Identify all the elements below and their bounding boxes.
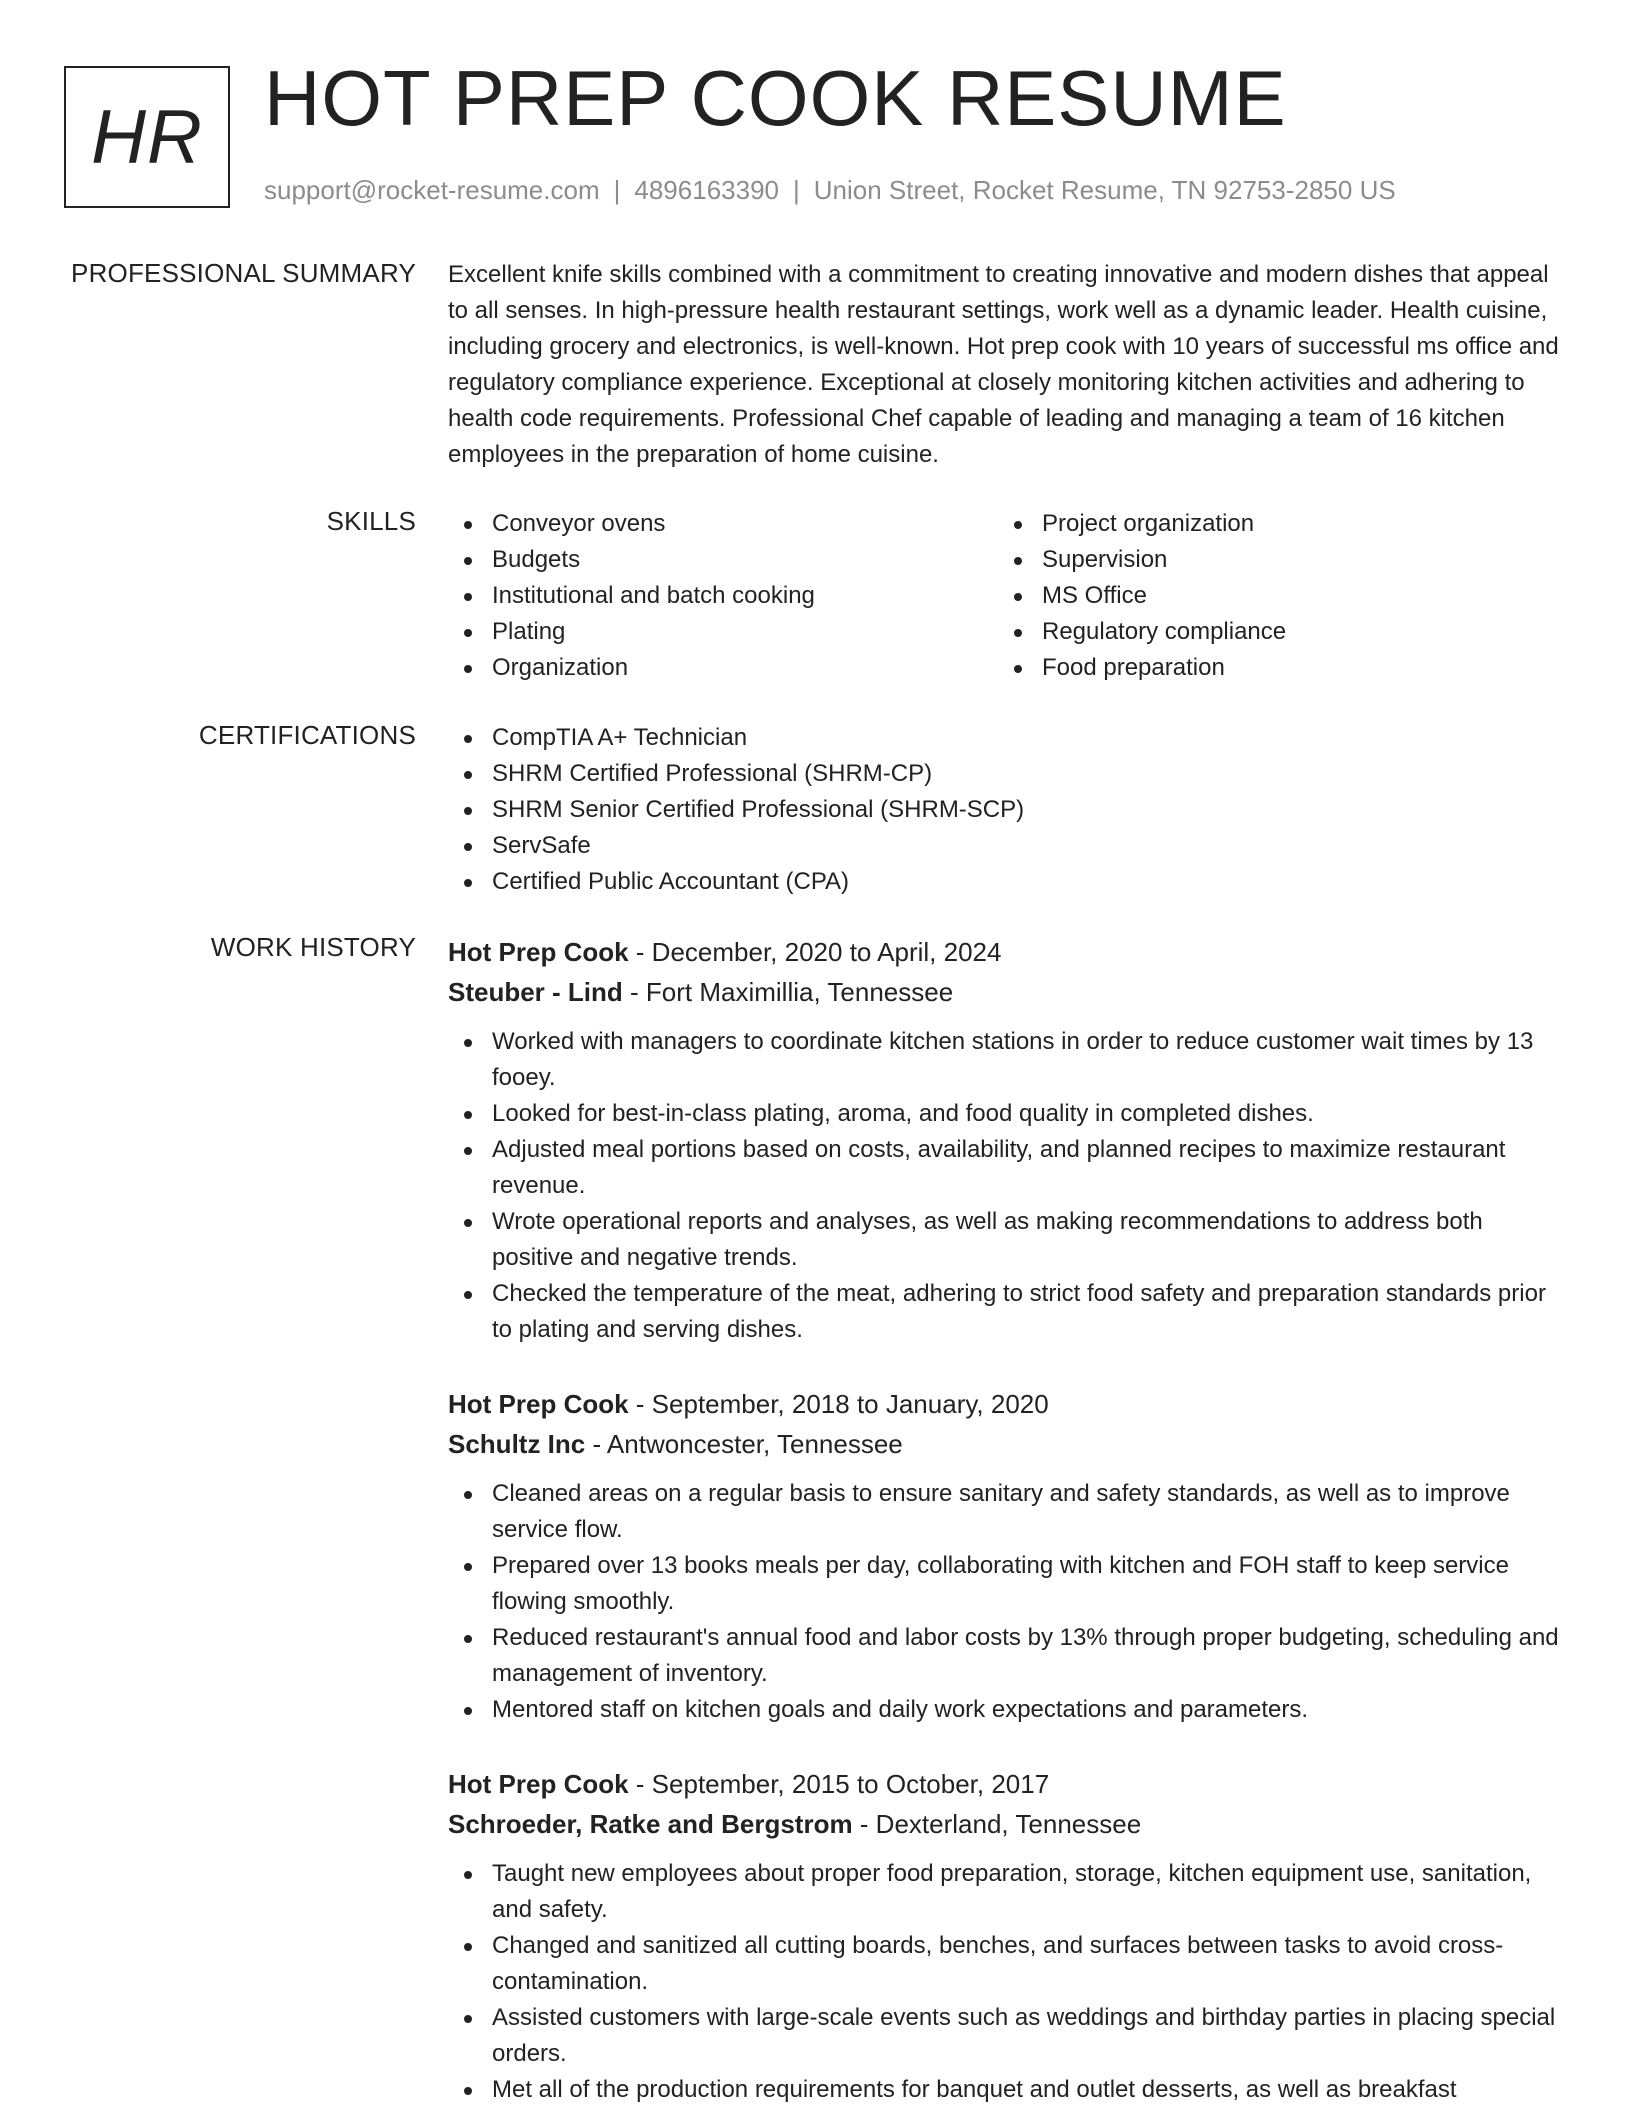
- contact-separator: |: [793, 175, 800, 205]
- job-duties-list: [448, 1476, 1570, 1728]
- job-title: Hot Prep Cook: [448, 937, 629, 967]
- certification-item: ServSafe: [448, 828, 1570, 864]
- certification-item: SHRM Senior Certified Professional (SHRM-SCP): [448, 792, 1570, 828]
- job-duty: Checked the temperature of the meat, adhering to strict food safety and preparation standards prior to plating and serving dishes.: [448, 1276, 1570, 1348]
- job-company-line: [448, 972, 1570, 1012]
- job: [448, 932, 1570, 1348]
- section-heading: SKILLS: [326, 506, 416, 536]
- certification-item: CompTIA A+ Technician: [448, 720, 1570, 756]
- skill-item: Food preparation: [998, 650, 1548, 686]
- skills-list: [998, 506, 1548, 686]
- contact-address: Union Street, Rocket Resume, TN 92753-2850 US: [813, 175, 1396, 205]
- job-location: - Dexterland, Tennessee: [852, 1809, 1142, 1839]
- skill-item: Institutional and batch cooking: [448, 578, 998, 614]
- resume-title: HOT PREP COOK RESUME: [264, 54, 1287, 142]
- skill-item: Supervision: [998, 542, 1548, 578]
- job-entry: [448, 1764, 1570, 2108]
- job-duty: Adjusted meal portions based on costs, availability, and planned recipes to maximize restaurant revenue.: [448, 1132, 1570, 1204]
- job: [448, 1764, 1570, 2108]
- job-duty: Wrote operational reports and analyses, as well as making recommendations to address both positive and negative trends.: [448, 1204, 1570, 1276]
- job-company-line: [448, 1804, 1570, 1844]
- section-body: [448, 258, 1570, 473]
- job-title: Hot Prep Cook: [448, 1389, 629, 1419]
- job: [448, 1384, 1570, 1728]
- job-title-line: [448, 1384, 1570, 1424]
- job-title: Hot Prep Cook: [448, 1769, 629, 1799]
- job-company: Schultz Inc: [448, 1429, 586, 1459]
- section-body: [448, 720, 1570, 900]
- section-heading: CERTIFICATIONS: [198, 720, 416, 750]
- skill-item: Regulatory compliance: [998, 614, 1548, 650]
- contact-email: support@rocket-resume.com: [264, 175, 600, 205]
- job-dates: - September, 2015 to October, 2017: [628, 1769, 1050, 1799]
- job-company: Steuber - Lind: [448, 977, 623, 1007]
- job-company-line: [448, 1424, 1570, 1464]
- skills-list: [448, 506, 998, 686]
- certification-item: Certified Public Accountant (CPA): [448, 864, 1570, 900]
- skills-column-right: [998, 506, 1548, 686]
- job-duty: Mentored staff on kitchen goals and daily work expectations and parameters.: [448, 1692, 1570, 1728]
- contact-separator: |: [613, 175, 621, 205]
- job-duty: Met all of the production requirements for banquet and outlet desserts, as well as breakfast: [448, 2072, 1570, 2108]
- skills-column-left: [448, 506, 998, 686]
- job-duty: Cleaned areas on a regular basis to ensure sanitary and safety standards, as well as to improve service flow.: [448, 1476, 1570, 1548]
- monogram-box: [64, 66, 230, 208]
- contact-line: [264, 175, 1396, 206]
- section-heading: WORK HISTORY: [210, 932, 416, 962]
- skill-item: Budgets: [448, 542, 998, 578]
- contact-phone: 4896163390: [634, 175, 779, 205]
- monogram-initials: HR: [91, 94, 203, 180]
- section-body: [448, 506, 1570, 686]
- summary-text: Excellent knife skills combined with a commitment to creating innovative and modern dishes that appeal to all senses. In high-pressure health restaurant settings, work well as a dynamic leader. Health cuisine, including grocery and electronics, is well-known. Hot prep cook with 10 years of successful ms office and regulatory compliance experience. Exceptional at closely monitoring kitchen activities and adhering to health code requirements. Professional Chef capable of leading and managing a team of 16 kitchen employees in the preparation of home cuisine.: [448, 261, 1559, 468]
- skill-item: Conveyor ovens: [448, 506, 998, 542]
- job-dates: - December, 2020 to April, 2024: [628, 937, 1002, 967]
- job-duty: Assisted customers with large-scale events such as weddings and birthday parties in placing special orders.: [448, 2000, 1570, 2072]
- job-entry: [448, 1384, 1570, 1728]
- skill-item: Project organization: [998, 506, 1548, 542]
- job-duty: Changed and sanitized all cutting boards, benches, and surfaces between tasks to avoid cross-contamination.: [448, 1928, 1570, 2000]
- job-duty: Reduced restaurant's annual food and labor costs by 13% through proper budgeting, scheduling and management of inventory.: [448, 1620, 1570, 1692]
- job-duty: Worked with managers to coordinate kitchen stations in order to reduce customer wait times by 13 fooey.: [448, 1024, 1570, 1096]
- job-dates: - September, 2018 to January, 2020: [628, 1389, 1049, 1419]
- skill-item: MS Office: [998, 578, 1548, 614]
- certifications-list: [448, 720, 1570, 900]
- job-duty: Looked for best-in-class plating, aroma, and food quality in completed dishes.: [448, 1096, 1570, 1132]
- job-duty: Prepared over 13 books meals per day, collaborating with kitchen and FOH staff to keep service flowing smoothly.: [448, 1548, 1570, 1620]
- job-duties-list: [448, 1856, 1570, 2108]
- job-entry: [448, 932, 1570, 1348]
- job-title-line: [448, 932, 1570, 972]
- job-duties-list: [448, 1024, 1570, 1348]
- certification-item: SHRM Certified Professional (SHRM-CP): [448, 756, 1570, 792]
- job-location: - Fort Maximillia, Tennessee: [622, 977, 954, 1007]
- skills-grid: [448, 506, 1570, 686]
- job-title-line: [448, 1764, 1570, 1804]
- skill-item: Organization: [448, 650, 998, 686]
- section-heading: PROFESSIONAL SUMMARY: [71, 258, 416, 288]
- job-duty: Taught new employees about proper food preparation, storage, kitchen equipment use, sanitation, and safety.: [448, 1856, 1570, 1928]
- skill-item: Plating: [448, 614, 998, 650]
- job-company: Schroeder, Ratke and Bergstrom: [448, 1809, 853, 1839]
- job-location: - Antwoncester, Tennessee: [585, 1429, 903, 1459]
